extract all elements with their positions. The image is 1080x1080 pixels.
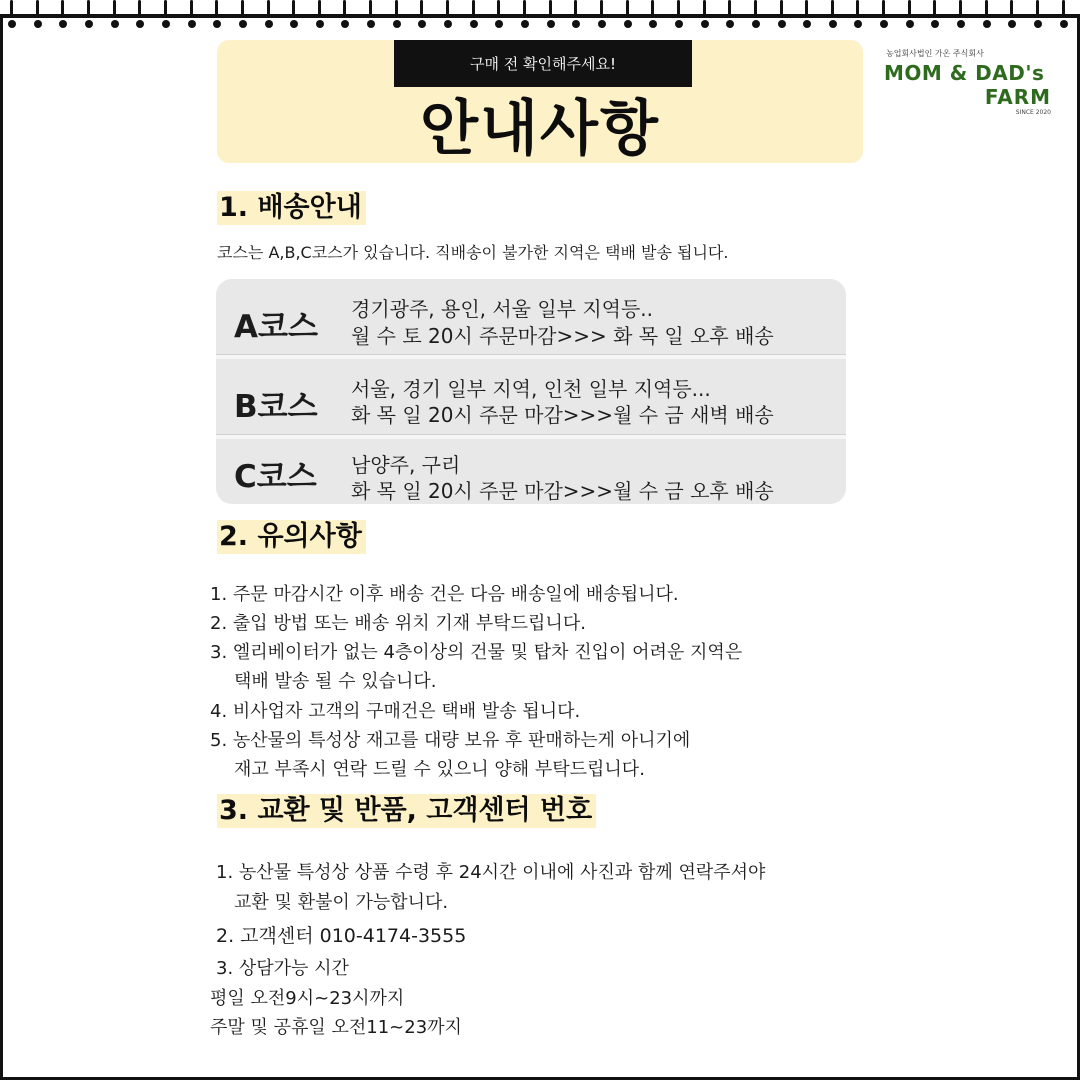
binding-ring bbox=[985, 0, 988, 16]
binding-hole bbox=[1034, 20, 1042, 28]
course-c-name: C코스 bbox=[234, 459, 317, 495]
customer-center-number: 2. 고객센터 010-4174-3555 bbox=[216, 925, 467, 947]
binding-hole bbox=[290, 20, 298, 28]
binding-ring bbox=[472, 0, 475, 16]
section-heading-notes: 2. 유의사항 bbox=[217, 520, 366, 554]
binding-hole bbox=[547, 20, 555, 28]
notes-line: 택배 발송 될 수 있습니다. bbox=[234, 671, 437, 692]
notebook-binding bbox=[0, 0, 1080, 34]
binding-ring bbox=[728, 0, 731, 16]
binding-hole bbox=[8, 20, 16, 28]
binding-ring bbox=[267, 0, 270, 16]
binding-ring bbox=[1010, 0, 1013, 16]
binding-hole bbox=[726, 20, 734, 28]
course-a-schedule: 월 수 토 20시 주문마감>>> 화 목 일 오후 배송 bbox=[351, 324, 774, 348]
header-notice-tag: 구매 전 확인해주세요! bbox=[394, 40, 692, 87]
binding-hole bbox=[701, 20, 709, 28]
binding-hole bbox=[983, 20, 991, 28]
binding-ring bbox=[959, 0, 962, 16]
notes-line: 재고 부족시 연락 드릴 수 있으니 양해 부탁드립니다. bbox=[234, 759, 645, 780]
binding-hole bbox=[265, 20, 273, 28]
binding-hole bbox=[880, 20, 888, 28]
binding-ring bbox=[626, 0, 629, 16]
binding-hole bbox=[316, 20, 324, 28]
binding-hole bbox=[521, 20, 529, 28]
course-b-area: 서울, 경기 일부 지역, 인천 일부 지역등... bbox=[351, 377, 711, 401]
binding-ring bbox=[523, 0, 526, 16]
notes-line: 2. 출입 방법 또는 배송 위치 기재 부탁드립니다. bbox=[210, 613, 586, 634]
page-title: 안내사항 bbox=[420, 94, 660, 164]
section-heading-exchange: 3. 교환 및 반품, 고객센터 번호 bbox=[217, 794, 596, 828]
binding-ring bbox=[241, 0, 244, 16]
exchange-line: 1. 농산물 특성상 상품 수령 후 24시간 이내에 사진과 함께 연락주셔야 bbox=[216, 862, 766, 883]
binding-hole bbox=[85, 20, 93, 28]
course-b-schedule: 화 목 일 20시 주문 마감>>>월 수 금 새벽 배송 bbox=[351, 403, 774, 427]
brand-logo bbox=[884, 48, 1059, 120]
weekend-hours: 주말 및 공휴일 오전11~23까지 bbox=[210, 1017, 462, 1038]
binding-ring bbox=[61, 0, 64, 16]
course-b-name: B코스 bbox=[234, 389, 318, 425]
binding-hole bbox=[444, 20, 452, 28]
binding-ring bbox=[651, 0, 654, 16]
course-table bbox=[216, 279, 846, 504]
binding-ring bbox=[882, 0, 885, 16]
logo-wordmark-top: MOM & DAD's bbox=[884, 61, 1045, 85]
binding-ring bbox=[318, 0, 321, 16]
binding-ring bbox=[933, 0, 936, 16]
binding-ring bbox=[420, 0, 423, 16]
binding-hole bbox=[1060, 20, 1068, 28]
binding-ring bbox=[10, 0, 13, 16]
binding-hole bbox=[675, 20, 683, 28]
binding-ring bbox=[215, 0, 218, 16]
binding-hole bbox=[752, 20, 760, 28]
binding-ring bbox=[805, 0, 808, 16]
binding-hole bbox=[239, 20, 247, 28]
binding-hole bbox=[341, 20, 349, 28]
course-a-area: 경기광주, 용인, 서울 일부 지역등.. bbox=[351, 297, 654, 321]
binding-ring bbox=[395, 0, 398, 16]
binding-ring bbox=[87, 0, 90, 16]
exchange-line: 3. 상담가능 시간 bbox=[216, 958, 349, 979]
binding-hole bbox=[136, 20, 144, 28]
binding-hole bbox=[34, 20, 42, 28]
course-c-schedule: 화 목 일 20시 주문 마감>>>월 수 금 오후 배송 bbox=[351, 479, 774, 503]
binding-hole bbox=[829, 20, 837, 28]
binding-hole bbox=[957, 20, 965, 28]
binding-ring bbox=[908, 0, 911, 16]
binding-hole bbox=[854, 20, 862, 28]
course-divider bbox=[216, 354, 846, 359]
logo-wordmark-bottom: FARM bbox=[984, 85, 1051, 109]
binding-ring bbox=[164, 0, 167, 16]
binding-hole bbox=[906, 20, 914, 28]
binding-hole bbox=[778, 20, 786, 28]
binding-hole bbox=[188, 20, 196, 28]
weekday-hours: 평일 오전9시~23시까지 bbox=[210, 988, 405, 1009]
delivery-intro: 코스는 A,B,C코스가 있습니다. 직배송이 불가한 지역은 택배 발송 됩니다. bbox=[217, 243, 729, 262]
binding-hole bbox=[367, 20, 375, 28]
notes-line: 3. 엘리베이터가 없는 4층이상의 건물 및 탑차 진입이 어려운 지역은 bbox=[210, 642, 743, 663]
binding-ring bbox=[1036, 0, 1039, 16]
binding-ring bbox=[1062, 0, 1065, 16]
binding-ring bbox=[677, 0, 680, 16]
binding-ring bbox=[36, 0, 39, 16]
binding-hole bbox=[59, 20, 67, 28]
binding-ring bbox=[497, 0, 500, 16]
binding-ring bbox=[780, 0, 783, 16]
binding-ring bbox=[831, 0, 834, 16]
binding-ring bbox=[343, 0, 346, 16]
binding-ring bbox=[574, 0, 577, 16]
binding-ring bbox=[190, 0, 193, 16]
section-heading-delivery: 1. 배송안내 bbox=[217, 191, 366, 225]
course-divider bbox=[216, 434, 846, 439]
binding-hole bbox=[931, 20, 939, 28]
logo-since: SINCE 2020 bbox=[1015, 109, 1051, 116]
binding-ring bbox=[600, 0, 603, 16]
binding-hole bbox=[162, 20, 170, 28]
binding-hole bbox=[213, 20, 221, 28]
binding-ring bbox=[113, 0, 116, 16]
binding-hole bbox=[470, 20, 478, 28]
notes-line: 5. 농산물의 특성상 재고를 대량 보유 후 판매하는게 아니기에 bbox=[210, 730, 691, 751]
binding-hole bbox=[598, 20, 606, 28]
notes-line: 4. 비사업자 고객의 구매건은 택배 발송 됩니다. bbox=[210, 701, 581, 722]
notes-line: 1. 주문 마감시간 이후 배송 건은 다음 배송일에 배송됩니다. bbox=[210, 584, 679, 605]
binding-hole bbox=[572, 20, 580, 28]
binding-hole bbox=[393, 20, 401, 28]
course-a-name: A코스 bbox=[234, 309, 318, 345]
binding-ring bbox=[549, 0, 552, 16]
binding-hole bbox=[624, 20, 632, 28]
binding-hole bbox=[803, 20, 811, 28]
logo-company-name: 농업회사법인 가온 주식회사 bbox=[886, 49, 984, 58]
binding-ring bbox=[138, 0, 141, 16]
binding-hole bbox=[1008, 20, 1016, 28]
binding-hole bbox=[495, 20, 503, 28]
binding-ring bbox=[446, 0, 449, 16]
binding-hole bbox=[418, 20, 426, 28]
binding-hole bbox=[649, 20, 657, 28]
binding-ring bbox=[754, 0, 757, 16]
exchange-line: 교환 및 환불이 가능합니다. bbox=[234, 892, 449, 913]
binding-hole bbox=[111, 20, 119, 28]
binding-ring bbox=[856, 0, 859, 16]
course-c-area: 남양주, 구리 bbox=[351, 453, 461, 477]
binding-ring bbox=[703, 0, 706, 16]
binding-ring bbox=[292, 0, 295, 16]
frame-left-border bbox=[0, 14, 3, 1080]
binding-ring bbox=[369, 0, 372, 16]
